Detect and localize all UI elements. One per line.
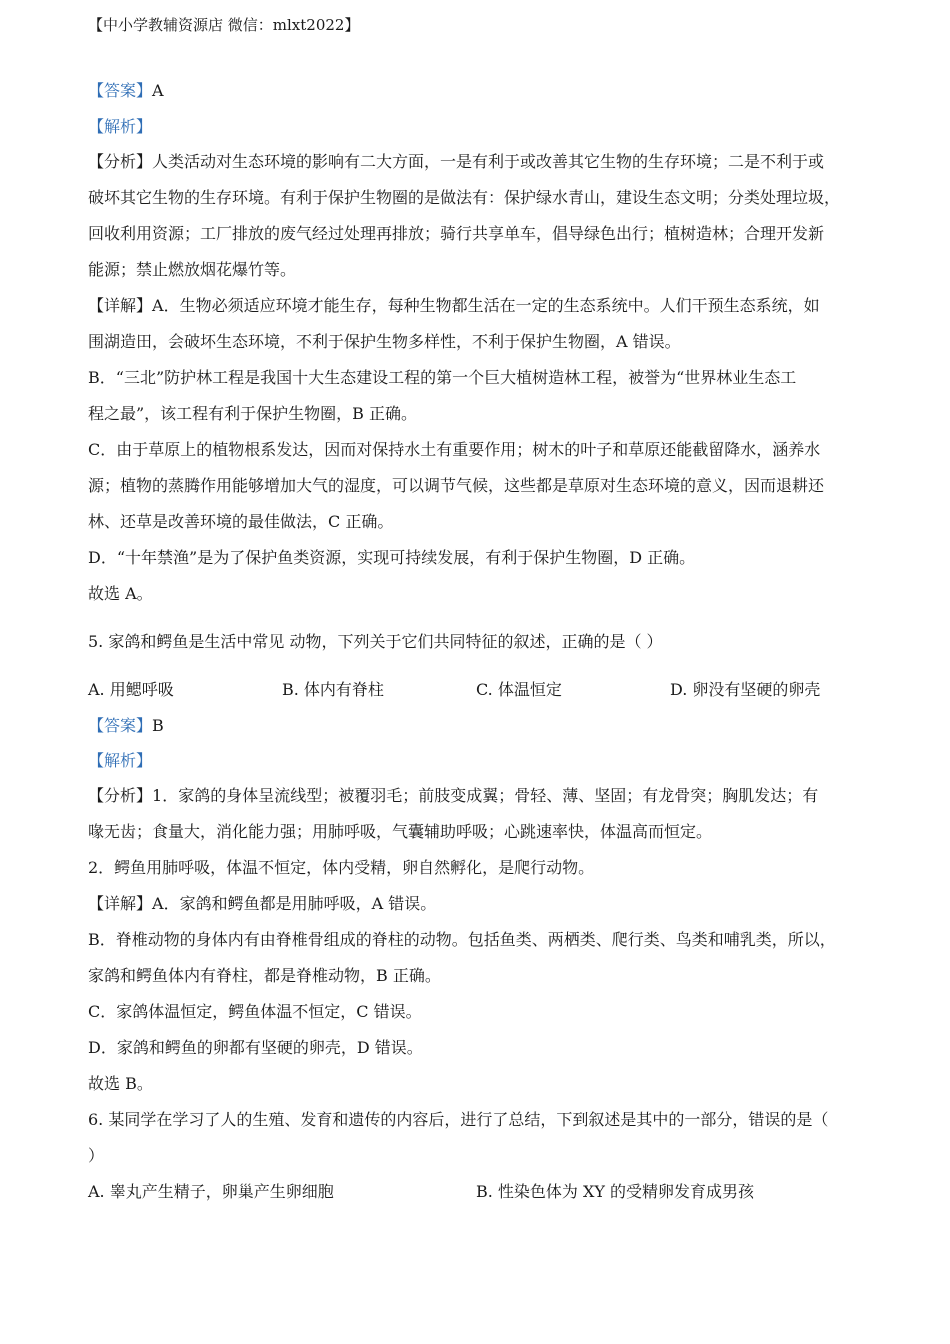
q4-fenxi-line: 能源；禁止燃放烟花爆竹等。 — [88, 260, 297, 279]
q5-conclusion: 故选 B。 — [88, 1074, 153, 1093]
q5-fenxi-line — [88, 783, 868, 819]
q6-question-line: 6. 某同学在学习了人的生殖、发育和遗传的内容后，进行了总结，下到叙述是其中的一部分，错误的是（ — [88, 1110, 829, 1129]
q5-option-a: A. 用鳃呼吸 — [88, 680, 174, 699]
q4-xiangjie-line: D．“十年禁渔”是为了保护鱼类资源，实现可持续发展，有利于保护生物圈，D 正确。 — [88, 548, 696, 567]
q4-xiangjie-line: 程之最”，该工程有利于保护生物圈，B 正确。 — [88, 404, 418, 423]
q6-option-b: B. 性染色体为 XY 的受精卵发育成男孩 — [476, 1182, 755, 1201]
fenxi-tag: 【分析】 — [88, 786, 153, 805]
q5-analysis-tag — [88, 748, 868, 783]
answer-value: B — [152, 716, 164, 735]
document-body — [88, 78, 868, 1215]
q4-xiangjie-line: B．“三北”防护林工程是我国十大生态建设工程的第一个巨大植树造林工程，被誉为“世界林业生态工 — [88, 368, 797, 387]
q4-fenxi-line — [88, 149, 868, 185]
q4-xiangjie-line: 源；植物的蒸腾作用能够增加大气的湿度，可以调节气候，这些都是草原对生态环境的意义，因而退耕还 — [88, 476, 825, 495]
q4-fenxi-line: 破坏其它生物的生存环境。有利于保护生物圈的是做法有：保护绿水青山，建设生态文明；分类处理垃圾， — [88, 188, 841, 207]
q5-question: 5. 家鸽和鳄鱼是生活中常见 动物，下列关于它们共同特征的叙述，正确的是（ ） — [88, 632, 663, 651]
q5-options — [88, 677, 868, 713]
q5-fenxi-line: 2．鳄鱼用肺呼吸，体温不恒定，体内受精，卵自然孵化，是爬行动物。 — [88, 858, 595, 877]
q6-option-a: A. 睾丸产生精子，卵巢产生卵细胞 — [88, 1182, 334, 1201]
q5-xiangjie-line: 家鸽和鳄鱼体内有脊柱，都是脊椎动物，B 正确。 — [88, 966, 441, 985]
xiangjie-tag: 【详解】 — [88, 296, 153, 315]
answer-tag: 【答案】 — [88, 716, 153, 735]
analysis-tag: 【解析】 — [88, 751, 153, 770]
xiangjie-text: A．生物必须适应环境才能生存，每种生物都生活在一定的生态系统中。人们干预生态系统，如 — [152, 296, 820, 315]
q5-option-d: D. 卵没有坚硬的卵壳 — [670, 680, 821, 699]
page-header: 【中小学教辅资源店 微信：mlxt2022】 — [88, 16, 360, 34]
answer-tag: 【答案】 — [88, 81, 153, 100]
q4-answer — [88, 78, 868, 114]
q5-option-c: C. 体温恒定 — [476, 680, 562, 699]
answer-value: A — [152, 81, 164, 100]
q5-fenxi-line: 喙无齿；食量大，消化能力强；用肺呼吸，气囊辅助呼吸；心跳速率快，体温高而恒定。 — [88, 822, 713, 841]
xiangjie-text: A．家鸽和鳄鱼都是用肺呼吸，A 错误。 — [152, 894, 437, 913]
q5-option-b: B. 体内有脊柱 — [282, 680, 384, 699]
q5-xiangjie-line: B．脊椎动物的身体内有由脊椎骨组成的脊柱的动物。包括鱼类、两栖类、爬行类、鸟类和哺乳类，所以， — [88, 930, 836, 949]
q4-conclusion: 故选 A。 — [88, 584, 153, 603]
fenxi-text: 1．家鸽的身体呈流线型；被覆羽毛；前肢变成翼；骨轻、薄、坚固；有龙骨突；胸肌发达；有 — [152, 786, 819, 805]
fenxi-tag: 【分析】 — [88, 152, 153, 171]
q5-xiangjie-line: C．家鸽体温恒定，鳄鱼体温不恒定，C 错误。 — [88, 1002, 422, 1021]
q4-xiangjie-line: C．由于草原上的植物根系发达，因而对保持水土有重要作用；树木的叶子和草原还能截留降水，涵养水 — [88, 440, 821, 459]
q4-xiangjie-line — [88, 293, 868, 329]
xiangjie-tag: 【详解】 — [88, 894, 153, 913]
fenxi-text: 人类活动对生态环境的影响有二大方面，一是有利于或改善其它生物的生存环境；二是不利于或 — [152, 152, 825, 171]
q4-xiangjie-line: 林、还草是改善环境的最佳做法，C 正确。 — [88, 512, 394, 531]
q5-xiangjie-line — [88, 891, 868, 927]
q5-answer — [88, 713, 868, 748]
analysis-tag: 【解析】 — [88, 117, 153, 136]
q4-analysis-tag — [88, 114, 868, 149]
q4-fenxi-line: 回收利用资源；工厂排放的废气经过处理再排放；骑行共享单车，倡导绿色出行；植树造林；合理开发新 — [88, 224, 825, 243]
q6-options — [88, 1179, 868, 1215]
q5-xiangjie-line: D．家鸽和鳄鱼的卵都有坚硬的卵壳，D 错误。 — [88, 1038, 423, 1057]
q4-xiangjie-line: 围湖造田，会破坏生态环境，不利于保护生物多样性，不利于保护生物圈，A 错误。 — [88, 332, 681, 351]
q6-question-line: ） — [88, 1146, 105, 1165]
